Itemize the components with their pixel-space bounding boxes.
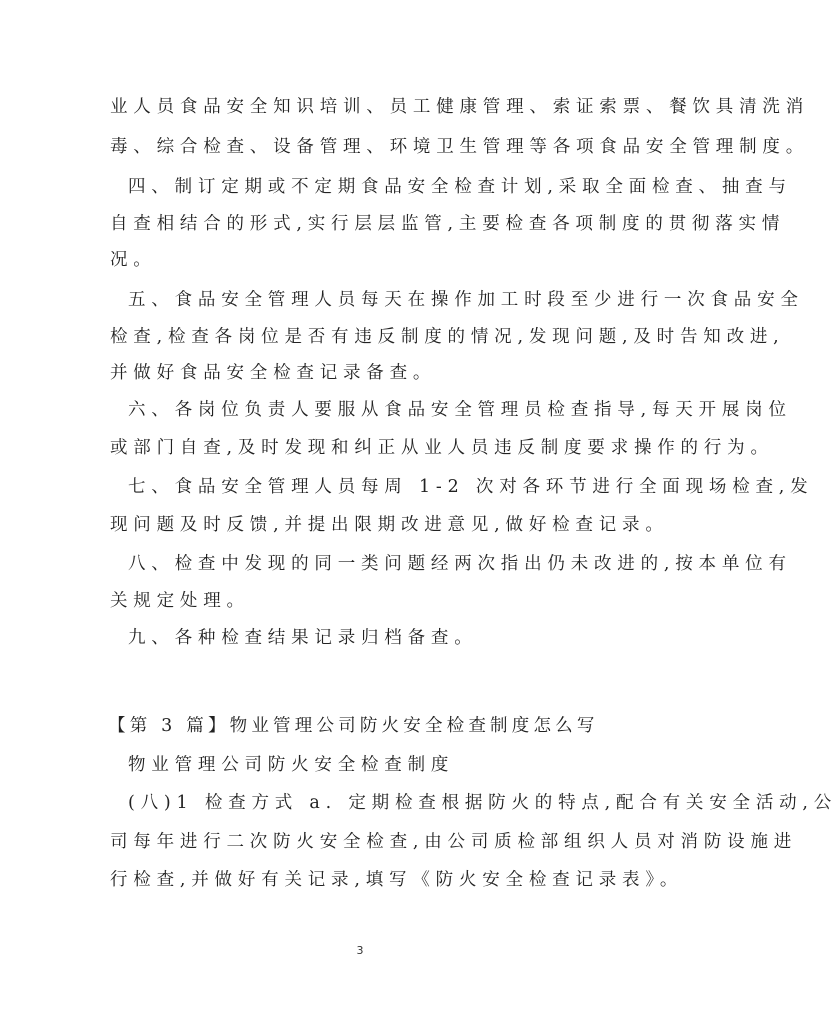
text-line: 况。 — [110, 250, 157, 270]
text-line: 检查,检查各岗位是否有违反制度的情况,发现问题,及时告知改进, — [110, 327, 785, 347]
text-line: 八、检查中发现的同一类问题经两次指出仍未改进的,按本单位有 — [128, 554, 792, 574]
page-number: 3 — [356, 944, 364, 957]
text-line: 自查相结合的形式,实行层层监管,主要检查各项制度的贯彻落实情 — [110, 214, 786, 234]
text-line: 业人员食品安全知识培训、员工健康管理、索证索票、餐饮具清洗消 — [110, 97, 809, 117]
text-line: 并做好食品安全检查记录备查。 — [110, 363, 437, 383]
section-heading: 【第 3 篇】物业管理公司防火安全检查制度怎么写 — [108, 716, 599, 736]
text-line: 七、食品安全管理人员每周 1-2 次对各环节进行全面现场检查,发 — [128, 477, 814, 497]
text-line: 行检查,并做好有关记录,填写《防火安全检查记录表》。 — [110, 870, 684, 890]
section-title: 物业管理公司防火安全检查制度 — [128, 755, 455, 775]
text-line: 司每年进行二次防火安全检查,由公司质检部组织人员对消防设施进 — [110, 832, 798, 852]
text-line: (八)1 检查方式 a. 定期检查根据防火的特点,配合有关安全活动,公 — [128, 793, 837, 813]
text-line: 五、食品安全管理人员每天在操作加工时段至少进行一次食品安全 — [128, 290, 804, 310]
text-line: 六、各岗位负责人要服从食品安全管理员检查指导,每天开展岗位 — [128, 400, 792, 420]
text-line: 或部门自查,及时发现和纠正从业人员违反制度要求操作的行为。 — [110, 438, 774, 458]
text-line: 现问题及时反馈,并提出限期改进意见,做好检查记录。 — [110, 515, 669, 535]
text-line: 毒、综合检查、设备管理、环境卫生管理等各项食品安全管理制度。 — [110, 137, 809, 157]
text-line: 关规定处理。 — [110, 591, 250, 611]
text-line: 九、各种检查结果记录归档备查。 — [128, 628, 478, 648]
text-line: 四、制订定期或不定期食品安全检查计划,采取全面检查、抽查与 — [128, 177, 792, 197]
